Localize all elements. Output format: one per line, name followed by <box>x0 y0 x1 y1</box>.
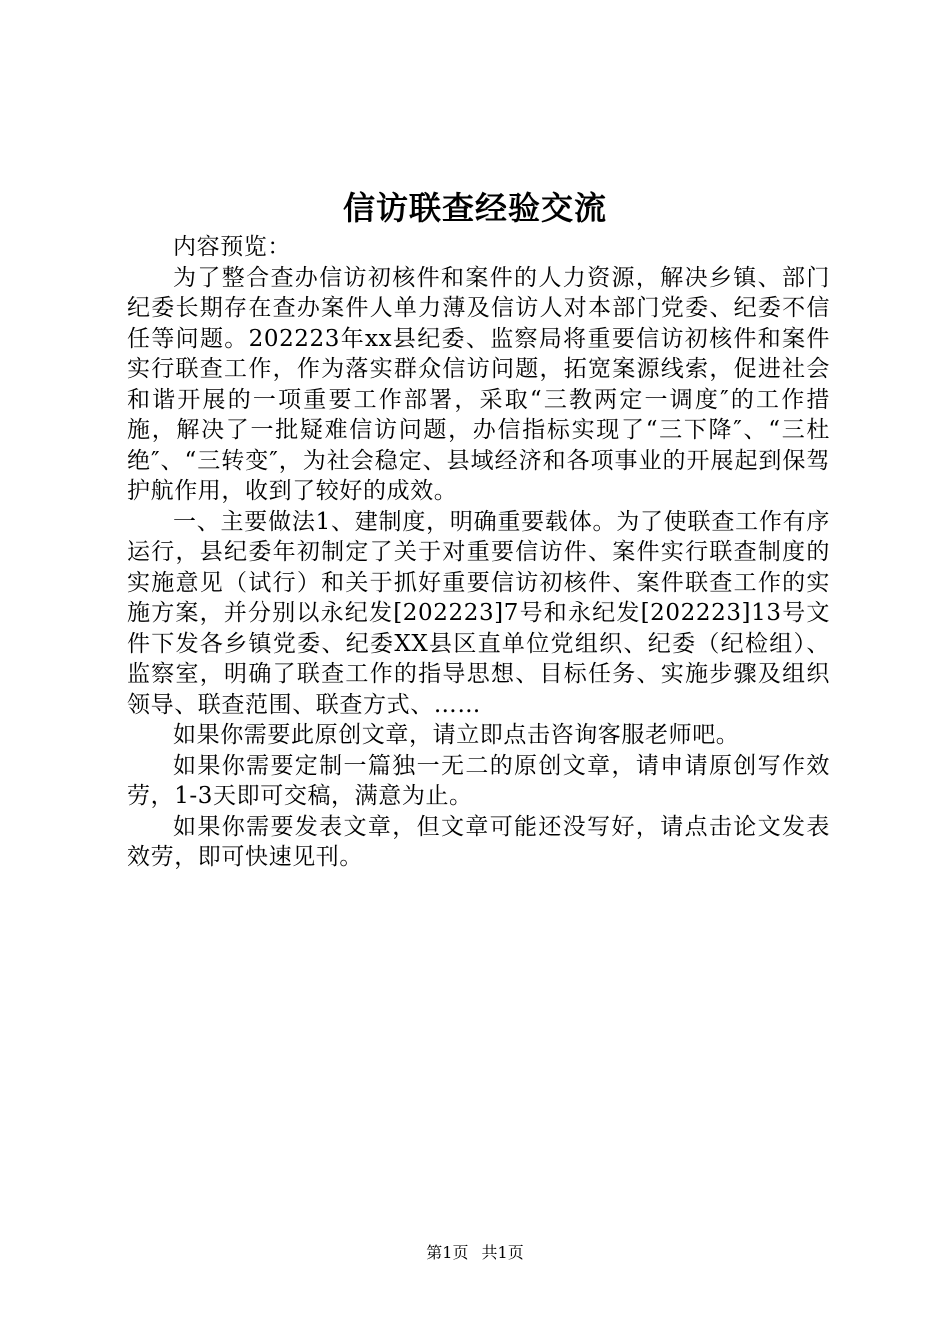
page-footer <box>0 1242 950 1264</box>
page-total: 共1页 <box>481 1243 524 1262</box>
consult-paragraph: 如果你需要此原创文章，请立即点击咨询客服老师吧。 <box>173 722 740 748</box>
method-paragraph: 一、主要做法1、建制度，明确重要载体。为了使联查工作有序运行，县纪委年初制定了关于对重要信访件、案件实行联查制度的实施意见（试行）和关于抓好重要信访初核件、案件联查工作的实施方案，并分别以永纪发[202223]7号和永纪发[202223]13号文件下发各乡镇党委、纪委XX县区直单位党组织、纪委（纪检组）、监察室，明确了联查工作的指导思想、目标任务、实施步骤及组织领导、联查范围、联查方式、…… <box>127 508 830 718</box>
preview-label: 内容预览： <box>173 234 291 260</box>
intro-paragraph: 为了整合查办信访初核件和案件的人力资源，解决乡镇、部门纪委长期存在查办案件人单力薄及信访人对本部门党委、纪委不信任等问题。202223年xx县纪委、监察局将重要信访初核件和案件实行联查工作，作为落实群众信访问题，拓宽案源线索，促进社会和谐开展的一项重要工作部署，采取“三教两定一调度″的工作措施，解决了一批疑难信访问题，办信指标实现了“三下降″、“三杜绝″、“三转变″，为社会稳定、县域经济和各项事业的开展起到保驾护航作用，收到了较好的成效。 <box>127 264 830 504</box>
document-body <box>127 232 830 873</box>
custom-writing-paragraph: 如果你需要定制一篇独一无二的原创文章，请申请原创写作效劳，1-3天即可交稿，满意为止。 <box>127 752 830 809</box>
document-title: 信访联查经验交流 <box>342 189 607 227</box>
page-number: 第1页 <box>426 1243 469 1262</box>
publish-paragraph: 如果你需要发表文章，但文章可能还没写好，请点击论文发表效劳，即可快速见刊。 <box>127 813 830 870</box>
